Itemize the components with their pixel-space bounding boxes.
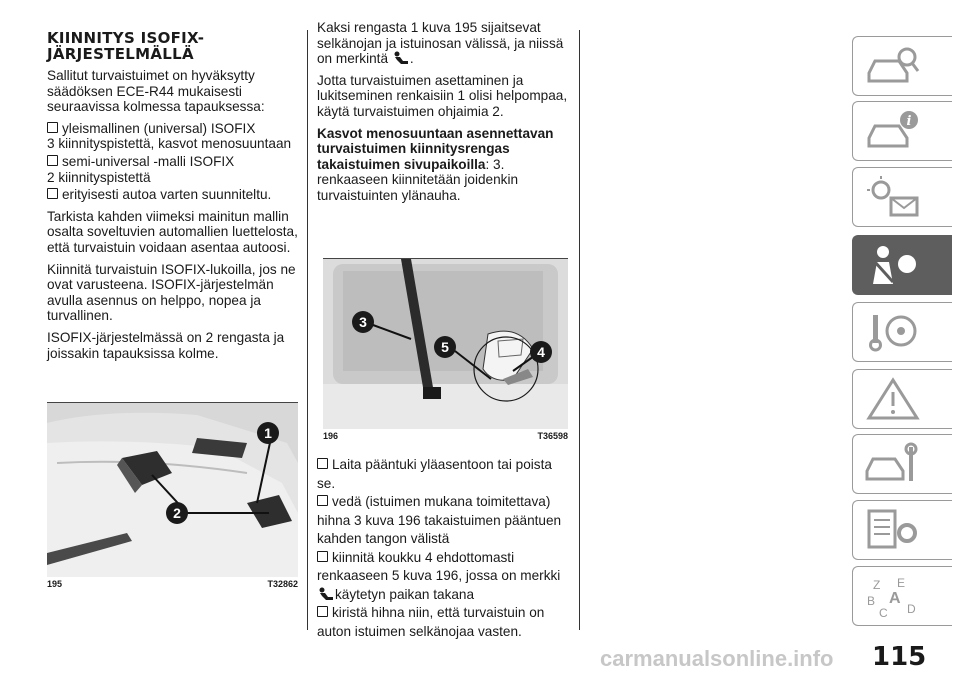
tab-starting-driving[interactable] [852,302,952,362]
bullet-box-icon [317,495,328,506]
svg-text:C: C [879,606,888,619]
bullet-continuation: 2 kiinnityspistettä [47,169,151,185]
callout-3: 3 [359,314,367,330]
seatbelt-airbag-icon [863,242,923,288]
child-seat-symbol-icon [392,51,410,65]
callout-2: 2 [173,505,181,521]
svg-text:i: i [906,114,912,129]
document-gear-icon [863,507,923,553]
paragraph-check: Tarkista kahden viimeksi mainitun mallin osalta soveltuvien automallien luettelosta, että turvaistuin voidaan asentaa autoosi. [47,208,298,255]
chapter-tabs [852,0,960,678]
instruction-item: Laita pääntuki yläasentoon tai poista se. [317,457,552,491]
tether-seat-illustration [323,259,568,429]
figure-196 [323,258,568,441]
page-number: 115 [872,642,927,672]
tab-safety[interactable] [852,235,952,295]
car-info-icon [863,108,923,154]
svg-text:D: D [907,602,916,616]
svg-text:B: B [867,594,876,608]
bullet-box-icon [47,155,58,166]
left-column [47,30,299,367]
car-wrench-icon [863,441,923,487]
paragraph-rings: ISOFIX-järjestelmässä on 2 rengasta ja joissakin tapauksissa kolme. [47,329,285,361]
right-column [317,20,570,210]
instruction-item: kiinnitä koukku 4 ehdottomasti renkaaseen 5 kuva 196, jossa on merkki käytetyn paikan takana [317,549,561,602]
car-magnifier-icon [863,43,923,89]
bullet-item-semi-universal: semi-universal -malli ISOFIX [47,154,299,170]
watermark: carmanualsonline.info [600,646,834,671]
key-steering-wheel-icon [863,309,923,355]
paragraph-fasten: Kiinnitä turvaistuin ISOFIX-lukoilla, jos ne ovat varusteena. ISOFIX-järjestelmän avulla asennus on helppo, nopea ja turvallinen. [47,261,296,324]
instruction-item: kiristä hihna niin, että turvaistuin on auton istuimen selkänojaa vasten. [317,605,545,639]
tab-technical-data[interactable] [852,500,952,560]
rings-paragraph: Kaksi rengasta 1 kuva 195 sijaitsevat selkänojan ja istuinosan välissä, ja niissä on merkintä . [317,20,564,67]
warning-triangle-icon [863,376,923,422]
figure-caption [323,431,568,441]
intro-paragraph: Sallitut turvaistuimet on hyväksytty säädöksen ECE-R44 mukaisesti seuraavissa kolmessa tapauksessa: [47,68,265,115]
svg-text:Z: Z [873,578,881,592]
column-divider [307,30,308,630]
bullet-box-icon [317,458,328,469]
svg-text:A: A [889,590,901,607]
bullet-box-icon [317,551,328,562]
tab-servicing[interactable] [852,434,952,494]
guides-paragraph: Jotta turvaistuimen asettaminen ja lukitseminen renkaisiin 1 olisi helpompaa, käytä turvaistuimen ohjaimia 2. [317,72,568,119]
bullet-box-icon [47,122,58,133]
instruction-list [317,456,570,641]
figure-195 [47,402,298,589]
bullet-box-icon [47,188,58,199]
figure-number: 196 [323,431,339,441]
top-tether-paragraph: Kasvot menosuuntaan asennettavan turvaistuimen kiinnitysrengas takaistuimen sivupaikoilla: 3. renkaaseen kiinnitetään joidenkin turvaistuinten ylänauha. [317,125,554,203]
callout-5: 5 [441,339,449,355]
instruction-item: vedä (istuimen mukana toimitettava) hihna 3 kuva 196 takaistuimen pääntuen kahden tangon välistä [317,494,562,546]
bullet-item-specific: erityisesti autoa varten suunniteltu. [47,187,299,203]
tab-warning-lights[interactable] [852,167,952,227]
figure-caption [47,579,298,589]
figure-code: T36598 [537,431,568,441]
figure-code: T32862 [267,579,298,589]
section-heading: KIINNITYS ISOFIX-JÄRJESTELMÄLLÄ [47,29,205,63]
svg-text:E: E [897,576,906,590]
isofix-seat-illustration [47,403,298,577]
bullet-continuation: 3 kiinnityspistettä, kasvot menosuuntaan [47,136,292,152]
light-envelope-icon [863,174,923,220]
tab-emergency[interactable] [852,369,952,429]
tab-car-knowledge[interactable] [852,36,952,96]
alphabet-index-icon [863,573,923,619]
callout-4: 4 [537,344,545,360]
tab-index[interactable] [852,566,952,626]
tab-car-info[interactable] [852,101,952,161]
bullet-box-icon [317,606,328,617]
figure-number: 195 [47,579,63,589]
callout-1: 1 [264,425,272,441]
column-divider [579,30,580,630]
bullet-item-universal: yleismallinen (universal) ISOFIX [47,121,299,137]
child-seat-symbol-icon [317,587,335,601]
